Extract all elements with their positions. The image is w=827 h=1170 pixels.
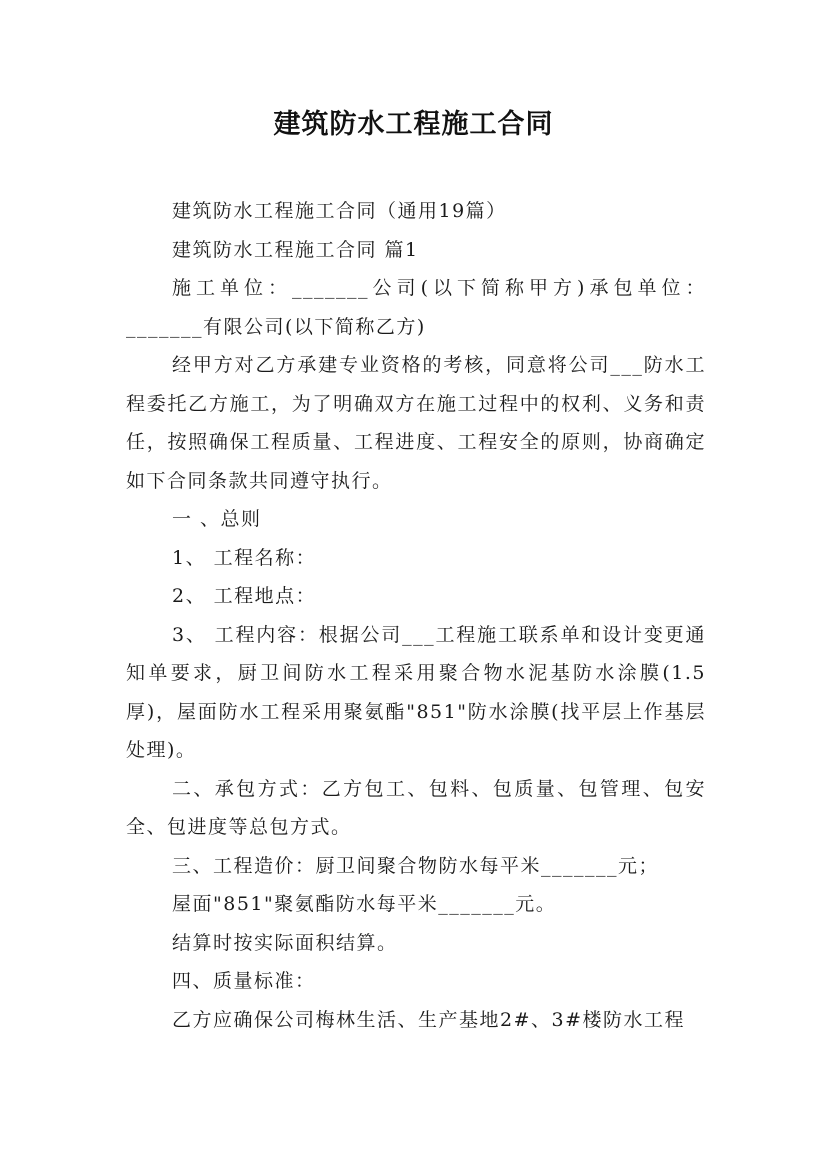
paragraph-project-name: 1、 工程名称： <box>172 546 317 569</box>
paragraph-section-heading: 建筑防水工程施工合同 篇1 <box>172 238 419 261</box>
paragraph-preamble: 经甲方对乙方承建专业资格的考核，同意将公司___防水工程委托乙方施工，为了明确双方在施工过程中的权利、义务和责任，按照确保工程质量、工程进度、工程安全的原则，协商确定如下合同条款共同遵守执行。 <box>126 354 706 492</box>
document-title: 建筑防水工程施工合同 <box>273 109 554 140</box>
paragraph-project-content: 3、 工程内容：根据公司___工程施工联系单和设计变更通知单要求，厨卫间防水工程采用聚合物水泥基防水涂膜(1.5厚)，屋面防水工程采用聚氨酯"851"防水涂膜(找平层上作基层处理)。 <box>126 623 706 761</box>
paragraph-quality-text: 乙方应确保公司梅林生活、生产基地2#、3#楼防水工程 <box>172 1008 686 1031</box>
paragraph-subtitle: 建筑防水工程施工合同（通用19篇） <box>172 200 507 222</box>
paragraph-settlement: 结算时按实际面积结算。 <box>172 931 398 954</box>
document-body <box>126 192 706 1039</box>
paragraph-contract-method: 二、承包方式：乙方包工、包料、包质量、包管理、包安全、包进度等总包方式。 <box>126 777 706 838</box>
paragraph-quality-heading: 四、质量标准： <box>172 970 316 992</box>
paragraph-roof-cost: 屋面"851"聚氨酯防水每平米_______元。 <box>172 893 557 915</box>
paragraph-project-cost: 三、工程造价：厨卫间聚合物防水每平米_______元； <box>172 854 660 877</box>
paragraph-project-location: 2、 工程地点： <box>172 585 317 607</box>
paragraph-parties: 施工单位：_______公司(以下简称甲方)承包单位：_______有限公司(以下简称乙方) <box>126 277 706 338</box>
paragraph-general-heading: 一 、总则 <box>172 508 262 530</box>
